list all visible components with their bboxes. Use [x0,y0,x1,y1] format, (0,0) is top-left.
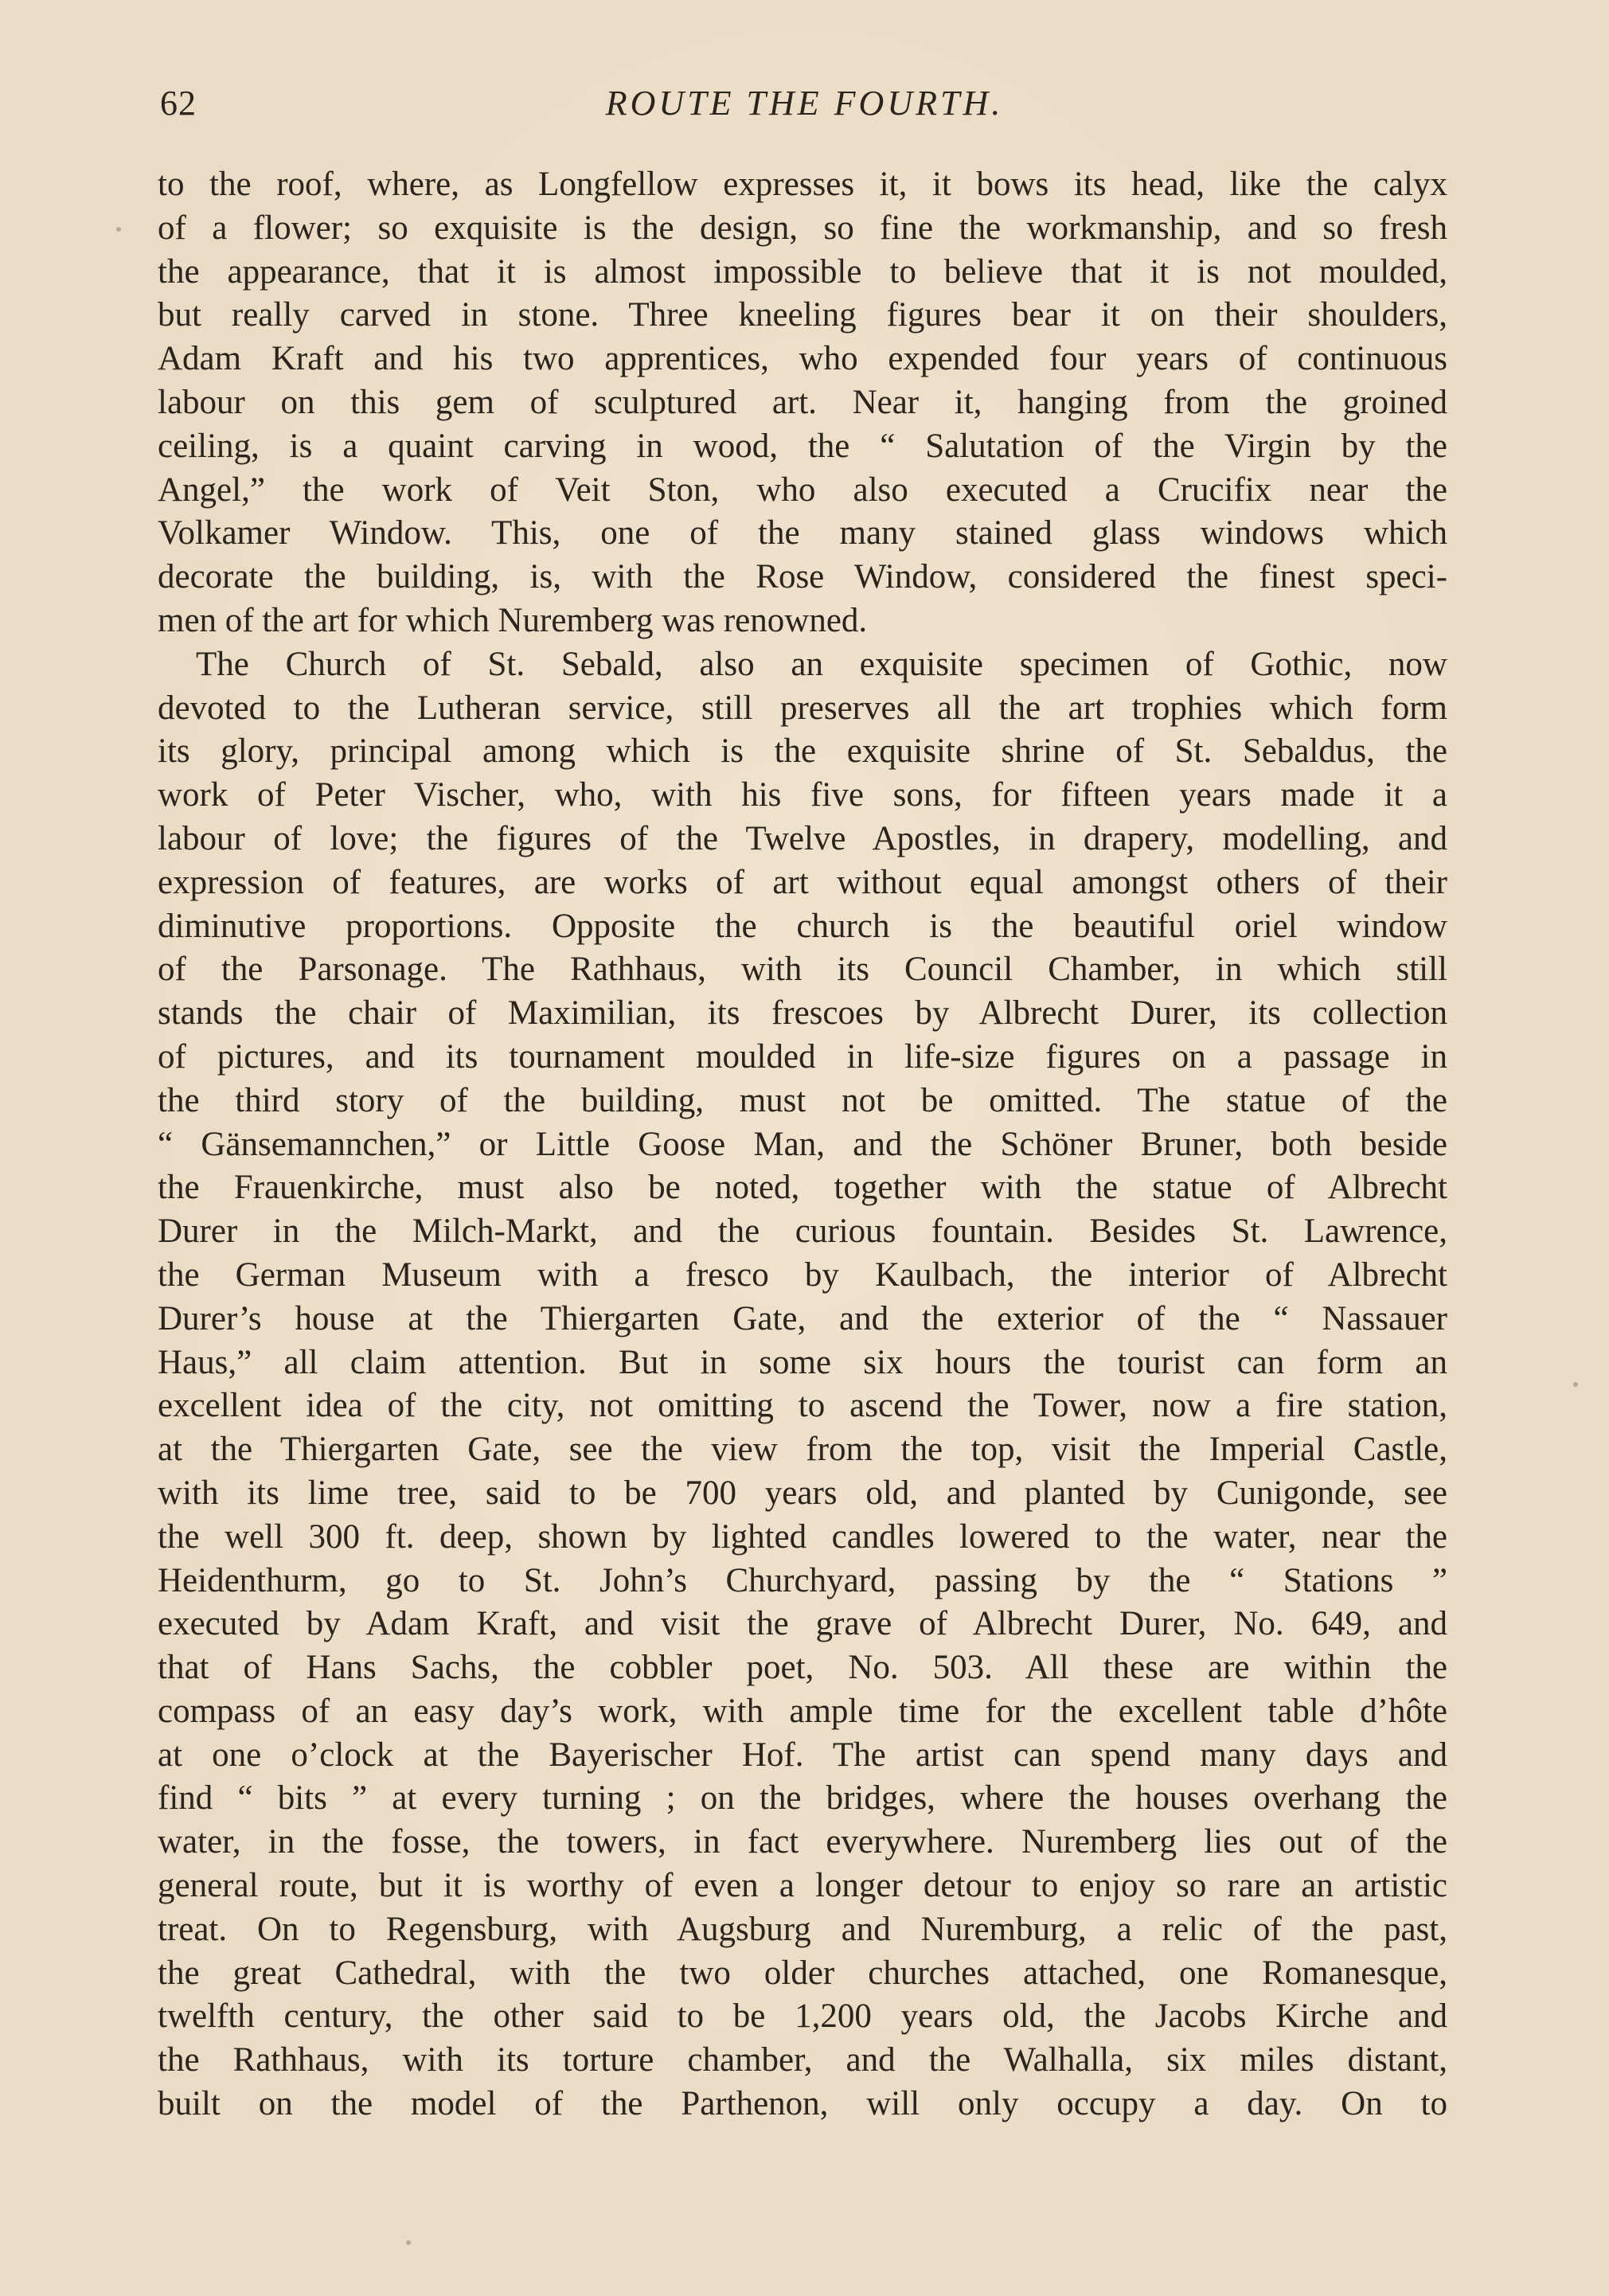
text-line: twelfth century, the other said to be 1,200 years old, the Jacobs Kirche and [158,1997,1447,2036]
text-line: find “ bits ” at every turning ; on the bridges, where the houses overhang the [158,1779,1447,1818]
text-line: labour of love; the figures of the Twelve Apostles, in drapery, modelling, and [158,819,1447,857]
text-line: diminutive proportions. Opposite the church is the beautiful oriel window [158,907,1447,945]
text-line: the great Cathedral, with the two older churches attached, one Romanesque, [158,1954,1447,1992]
body-text [158,163,1447,2126]
text-line: stands the chair of Maximilian, its frescoes by Albrecht Durer, its collection [158,994,1447,1033]
text-line: to the roof, where, as Longfellow expresses it, it bows its head, like the calyx [158,166,1447,203]
paper-speck [116,227,121,232]
text-line: devoted to the Lutheran service, still preserves all the art trophies which form [158,689,1447,727]
text-line: the Rathhaus, with its torture chamber, and the Walhalla, six miles distant, [158,2041,1447,2079]
text-line: but really carved in stone. Three kneeling figures bear it on their shoulders, [158,296,1447,334]
text-line: Angel,” the work of Veit Ston, who also executed a Crucifix near the [158,471,1447,509]
page-number: 62 [160,84,197,123]
text-line: at the Thiergarten Gate, see the view from the top, visit the Imperial Castle, [158,1431,1447,1469]
text-line: its glory, principal among which is the exquisite shrine of St. Sebaldus, the [158,732,1447,771]
text-line: with its lime tree, said to be 700 years old, and planted by Cunigonde, see [158,1474,1447,1512]
text-line: of pictures, and its tournament moulded in life-size figures on a passage in [158,1037,1447,1076]
text-line: work of Peter Vischer, who, with his five sons, for fifteen years made it a [158,776,1447,814]
text-line: the appearance, that it is almost impossible to believe that it is not moulded, [158,252,1447,291]
text-line: the German Museum with a fresco by Kaulbach, the interior of Albrecht [158,1255,1447,1294]
text-line: men of the art for which Nuremberg was renowned. [158,601,868,639]
text-line: at one o’clock at the Bayerischer Hof. The artist can spend many days and [158,1736,1447,1774]
paper-speck [1573,1382,1578,1387]
text-line: compass of an easy day’s work, with ample time for the excellent table d’hôte [158,1692,1447,1730]
text-line: that of Hans Sachs, the cobbler poet, No. 503. All these are within the [158,1649,1447,1687]
text-line: of the Parsonage. The Rathhaus, with its Council Chamber, in which still [158,951,1447,989]
text-line: “ Gänsemannchen,” or Little Goose Man, and the Schöner Bruner, both beside [158,1125,1447,1163]
text-line: of a flower; so exquisite is the design, so fine the workmanship, and so fresh [158,209,1447,247]
paper-speck [406,2240,411,2245]
text-line: The Church of St. Sebald, also an exquisite specimen of Gothic, now [196,645,1447,683]
text-line: ceiling, is a quaint carving in wood, the “ Salutation of the Virgin by the [158,427,1447,465]
text-line: executed by Adam Kraft, and visit the grave of Albrecht Durer, No. 649, and [158,1605,1447,1643]
text-line: the Frauenkirche, must also be noted, together with the statue of Albrecht [158,1169,1447,1207]
text-line: general route, but it is worthy of even a longer detour to enjoy so rare an artistic [158,1867,1447,1905]
text-line: Durer’s house at the Thiergarten Gate, and the exterior of the “ Nassauer [158,1299,1447,1337]
text-line: excellent idea of the city, not omitting to ascend the Tower, now a fire station, [158,1387,1447,1425]
text-line: the third story of the building, must not be omitted. The statue of the [158,1081,1447,1119]
text-line: decorate the building, is, with the Rose Window, considered the finest speci- [158,558,1447,596]
text-line: water, in the fosse, the towers, in fact everywhere. Nuremberg lies out of the [158,1823,1447,1861]
running-head [0,83,1609,131]
running-title: ROUTE THE FOURTH. [605,84,1004,123]
text-line: Durer in the Milch-Markt, and the curious fountain. Besides St. Lawrence, [158,1212,1447,1251]
text-line: built on the model of the Parthenon, will only occupy a day. On to [158,2085,1447,2123]
text-line: Adam Kraft and his two apprentices, who expended four years of continuous [158,340,1447,378]
text-line: the well 300 ft. deep, shown by lighted candles lowered to the water, near the [158,1517,1447,1556]
text-line: Haus,” all claim attention. But in some six hours the tourist can form an [158,1343,1447,1381]
text-line: expression of features, are works of art without equal amongst others of their [158,863,1447,901]
text-line: labour on this gem of sculptured art. Near it, hanging from the groined [158,383,1447,421]
text-line: Heidenthurm, go to St. John’s Churchyard, passing by the “ Stations ” [158,1561,1447,1599]
text-line: Volkamer Window. This, one of the many stained glass windows which [158,514,1447,553]
text-line: treat. On to Regensburg, with Augsburg and Nuremburg, a relic of the past, [158,1910,1447,1948]
